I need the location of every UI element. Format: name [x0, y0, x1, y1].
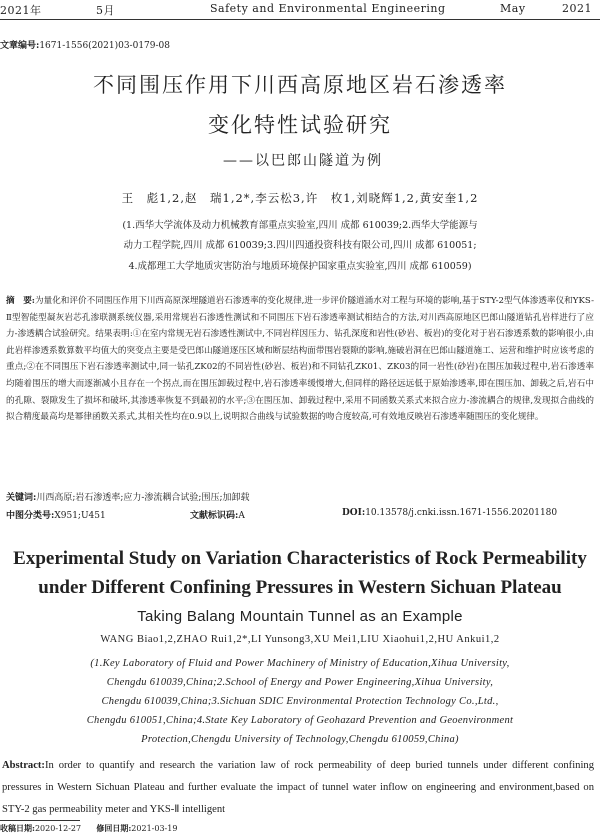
zh-abstract-label: 摘 要: [6, 296, 35, 306]
zh-affiliation-line1: (1.西华大学流体及动力机械教育部重点实验室,四川 成都 610039;2.西华大学能源与 [122, 220, 478, 231]
header-journal: Safety and Environmental Engineering [210, 2, 446, 15]
article-number [0, 38, 170, 51]
header-rule [0, 19, 600, 20]
en-title-line2: under Different Confining Pressures in Western Sichuan Plateau [38, 577, 562, 598]
en-affiliation-line3: Chengdu 610039,China;3.Sichuan SDIC Environmental Protection Technology Co.,Ltd., [101, 696, 499, 707]
en-affiliation-line5: Protection,Chengdu University of Technology,Chengdu 610059,China) [141, 734, 459, 745]
en-title-line1: Experimental Study on Variation Characteristics of Rock Permeability [13, 548, 587, 569]
doc-code-label: 文献标识码: [190, 511, 239, 521]
received-date: 2020-12-27 [34, 824, 82, 833]
clc-number [6, 508, 106, 521]
zh-abstract-text: 为量化和评价不同围压作用下川西高原深埋隧道岩石渗透率的变化规律,进一步评价隧道涌水对工程与环境的影响,基于STY-2型气体渗透率仪和YKS-Ⅱ型智能型凝灰岩芯孔渗联测系统仪器,采用常规岩石渗透性测试和不同围压下岩石渗透率测试相结合的方法,对川西高原地区巴郎山隧道钻孔岩样进行了应力-渗透耦合试验研究。结果表明:①在室内常规无岩石渗透性测试中,不同岩样因压力、钻孔深度和岩性(砂岩、板岩)的变化对于岩石渗透系数的影响很小,由此岩样渗透系数算数平均值大的突变点主要是受巴郎山隧道逐压区域和断层结构面带围岩裂隙的影响,施破岩洞在巴郎山隧道施工、运营和维护时应该考虑的重点;②在不同围压下岩石渗透率测试中,同一钻孔ZK02的不同岩性(砂岩、板岩)和不同钻孔ZK01、ZK03的同一岩性(砂岩)在围压加载过程中,岩石渗透率均随着围压的增大而逐渐减小且存在一个拐点,而在围压卸载过程中,岩石渗透率缓慢增大,但同样的路径远远低于原始渗透率,即在围压加、卸载之后,岩石中的孔隙、裂隙发生了损坏和破坏,其渗透率恢复不到最初的水平;③在围压加、卸载过程中,采用不同函数关系式来拟合应力-渗流耦合的规律,发现拟合曲线的拟合精度最高均是幂律函数关系式,其相关性均在0.9以上,说明拟合曲线与试验数据的吻合度较高,可有效地反映岩石渗透率随围压的变化规律。 [6, 296, 594, 423]
header-year-en: 2021 [562, 2, 592, 15]
zh-keywords-text: 川西高原;岩石渗透率;应力-渗流耦合试验;围压;加卸载 [36, 493, 250, 503]
en-authors: WANG Biao1,2,ZHAO Rui1,2*,LI Yunsong3,XU Mei1,LIU Xiaohui1,2,HU Ankui1,2 [100, 634, 500, 645]
zh-keywords [6, 490, 250, 503]
zh-keywords-label: 关键词: [6, 493, 37, 503]
zh-subtitle: ——以巴郎山隧道为例 [223, 153, 383, 169]
en-abstract-label: Abstract: [2, 760, 45, 771]
zh-authors: 王 彪1,2,赵 瑞1,2*,李云松3,许 枚1,刘晓辉1,2,黄安奎1,2 [121, 191, 479, 205]
header-year: 2021年 [0, 4, 42, 17]
en-affiliation-line4: Chengdu 610051,China;4.State Key Laboratory of Geohazard Prevention and Geoenvironment [86, 715, 514, 726]
en-subtitle: Taking Balang Mountain Tunnel as an Example [137, 608, 463, 625]
zh-abstract [6, 293, 594, 426]
zh-title-line1: 不同围压作用下川西高原地区岩石渗透率 [93, 73, 507, 97]
clc-value: X951;U451 [54, 511, 106, 521]
en-abstract-text: In order to quantify and research the variation law of rock permeability of deep buried tunnels under different confining pressures in Western Sichuan Plateau and further evaluate the impact of tunnel water inflow on engineering and environment,based on STY-2 gas permeability meter and YKS-Ⅱ intelligent [2, 760, 594, 815]
zh-affiliation-line2: 动力工程学院,四川 成都 610039;3.四川四通投资科技有限公司,四川 成都 610051; [123, 240, 477, 251]
received-label: 收稿日期: [0, 823, 35, 833]
running-header [0, 0, 600, 18]
en-abstract [2, 755, 594, 821]
doc-code-value: A [238, 511, 245, 521]
zh-title-line2: 变化特性试验研究 [208, 113, 392, 137]
doi [342, 508, 557, 518]
doc-code [190, 508, 245, 521]
article-number-label: 文章编号: [0, 41, 40, 51]
doi-label: DOI: [342, 508, 366, 518]
clc-label: 中图分类号: [6, 511, 55, 521]
en-affiliation-line1: (1.Key Laboratory of Fluid and Power Machinery of Ministry of Education,Xihua University, [90, 658, 510, 669]
footnote [0, 823, 177, 834]
doi-value: 10.13578/j.cnki.issn.1671-1556.20201180 [365, 508, 558, 518]
en-affiliation-line2: Chengdu 610039,China;2.School of Energy and Power Engineering,Xihua University, [106, 677, 494, 688]
article-number-value: 1671-1556(2021)03-0179-08 [39, 41, 170, 51]
header-month: 5月 [96, 4, 115, 17]
revised-date: 2021-03-19 [131, 824, 178, 833]
revised-label: 修回日期: [96, 823, 132, 833]
header-month-en: May [500, 2, 526, 15]
zh-affiliation-line3: 4.成都理工大学地质灾害防治与地质环境保护国家重点实验室,四川 成都 610059) [128, 261, 472, 272]
footnote-rule [0, 820, 80, 821]
